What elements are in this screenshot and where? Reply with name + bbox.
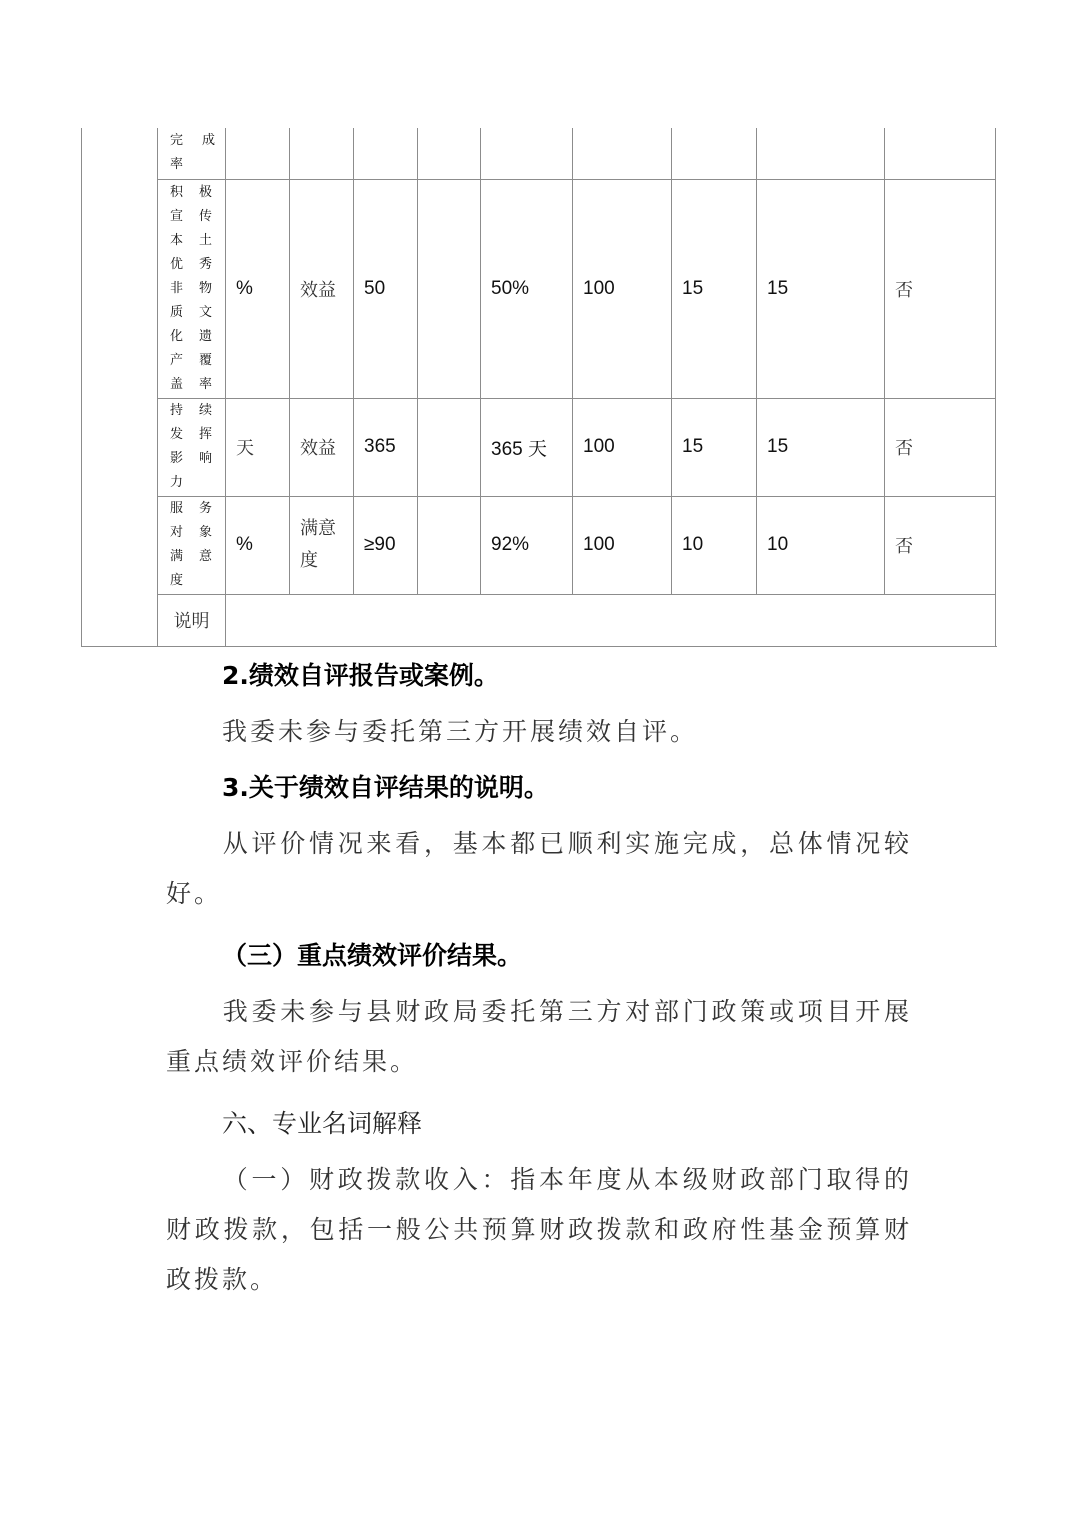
section-heading: 2.绩效自评报告或案例。: [222, 661, 499, 690]
paragraph: 我委未参与县财政局委托第三方对部门政策或项目开展重点绩效评价结果。: [166, 997, 912, 1076]
type-cell: 效益: [290, 398, 354, 496]
section-heading: （三）重点绩效评价结果。: [222, 941, 523, 970]
name-char: 率: [170, 157, 184, 173]
deviation-cell: [885, 128, 996, 179]
unit-cell: %: [226, 496, 290, 594]
score-cell: [757, 128, 885, 179]
note-label: 说明: [158, 594, 226, 646]
indicator-name: 持续发挥影响力: [158, 398, 226, 496]
weight-cell: 10: [672, 496, 757, 594]
target-cell: ≥90: [354, 496, 418, 594]
score-cell: 15: [757, 179, 885, 398]
section-heading: 3.关于绩效自评结果的说明。: [222, 773, 549, 802]
blank-cell: [418, 128, 481, 179]
name-char: 完: [170, 133, 184, 149]
target-cell: 50: [354, 179, 418, 398]
blank-cell: [418, 398, 481, 496]
note-row: [82, 594, 996, 646]
name-char: 成: [201, 133, 215, 149]
blank-cell: [418, 496, 481, 594]
unit-cell: [226, 128, 290, 179]
table-row: [82, 179, 996, 398]
table-row: [82, 496, 996, 594]
section-heading: 六、专业名词解释: [222, 1109, 423, 1138]
full-cell: [573, 128, 672, 179]
type-cell: [290, 128, 354, 179]
type-cell: 效益: [290, 179, 354, 398]
performance-table: [81, 128, 996, 647]
actual-cell: 365 天: [481, 398, 573, 496]
paragraph: 从评价情况来看，基本都已顺利实施完成，总体情况较好。: [166, 829, 912, 908]
actual-cell: [481, 128, 573, 179]
target-cell: 365: [354, 398, 418, 496]
actual-cell: 50%: [481, 179, 573, 398]
target-cell: [354, 128, 418, 179]
unit-cell: %: [226, 179, 290, 398]
full-cell: 100: [573, 179, 672, 398]
weight-cell: 15: [672, 398, 757, 496]
note-value: [226, 594, 996, 646]
paragraph: （一）财政拨款收入：指本年度从本级财政部门取得的财政拨款，包括一般公共预算财政拨款和政府性基金预算财政拨款。: [166, 1165, 912, 1294]
score-cell: 15: [757, 398, 885, 496]
deviation-cell: 否: [885, 398, 996, 496]
unit-cell: 天: [226, 398, 290, 496]
score-cell: 10: [757, 496, 885, 594]
indicator-name: [158, 128, 226, 179]
indicator-name: 服务对象满意度: [158, 496, 226, 594]
weight-cell: [672, 128, 757, 179]
paragraph: 我委未参与委托第三方开展绩效自评。: [222, 717, 699, 746]
deviation-cell: 否: [885, 496, 996, 594]
type-cell: 满意度: [290, 496, 354, 594]
full-cell: 100: [573, 398, 672, 496]
category-cell: [82, 128, 158, 646]
actual-cell: 92%: [481, 496, 573, 594]
indicator-name: 积极宣传本土优秀非物质文化遗产覆盖率: [158, 179, 226, 398]
table-row: [82, 398, 996, 496]
deviation-cell: 否: [885, 179, 996, 398]
blank-cell: [418, 179, 481, 398]
table-row: [82, 128, 996, 179]
full-cell: 100: [573, 496, 672, 594]
weight-cell: 15: [672, 179, 757, 398]
